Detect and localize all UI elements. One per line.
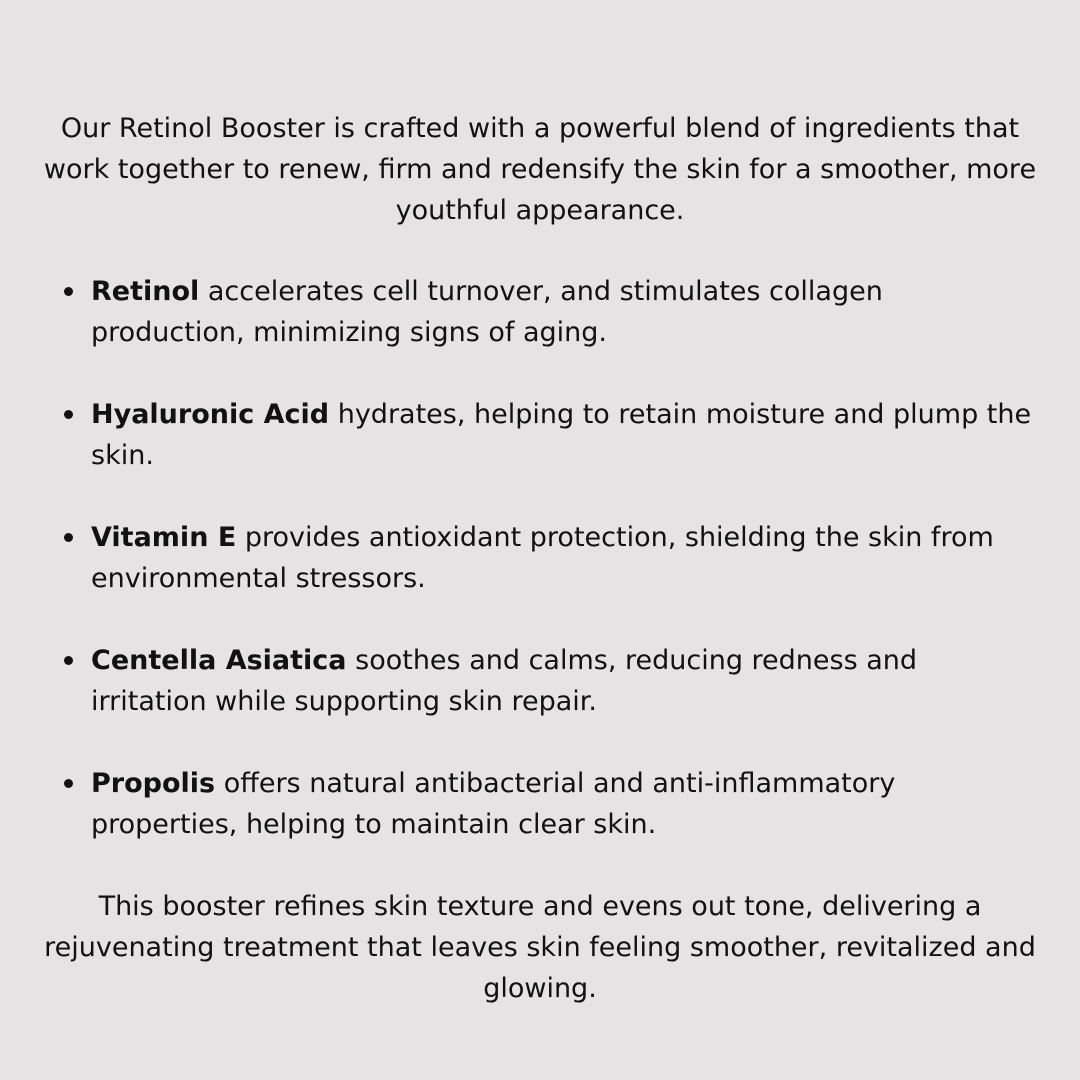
ingredient-description: soothes and calms, reducing redness and irritation while supporting skin repair. (91, 645, 918, 717)
intro-paragraph: Our Retinol Booster is crafted with a powerful blend of ingredients that work together to renew, firm and redensify the skin for a smoother, more youthful appearance. (43, 113, 1037, 226)
bullet-icon (64, 533, 73, 542)
bullet-icon (64, 287, 73, 296)
list-item-centella-asiatica (60, 640, 1040, 722)
closing-paragraph: This booster refines skin texture and evens out tone, delivering a rejuvenating treatment that leaves skin feeling smoother, revitalized and glowing. (44, 891, 1036, 1004)
ingredient-list (60, 271, 1040, 845)
ingredient-description: provides antioxidant protection, shielding the skin from environmental stressors. (91, 522, 994, 594)
list-item-hyaluronic-acid (60, 394, 1040, 476)
bullet-icon (64, 656, 73, 665)
ingredient-description: accelerates cell turnover, and stimulates collagen production, minimizing signs of aging. (91, 276, 883, 348)
ingredient-name: Vitamin E (91, 522, 237, 553)
bullet-icon (64, 410, 73, 419)
list-item-vitamin-e (60, 517, 1040, 599)
ingredient-description: hydrates, helping to retain moisture and plump the skin. (91, 399, 1032, 471)
ingredient-name: Centella Asiatica (91, 645, 347, 676)
list-item-retinol (60, 271, 1040, 353)
ingredient-name: Retinol (91, 276, 200, 307)
ingredient-description: offers natural antibacterial and anti-inflammatory properties, helping to maintain clear skin. (91, 768, 896, 840)
bullet-icon (64, 779, 73, 788)
ingredient-name: Propolis (91, 768, 216, 799)
list-item-propolis (60, 763, 1040, 845)
ingredient-name: Hyaluronic Acid (91, 399, 330, 430)
